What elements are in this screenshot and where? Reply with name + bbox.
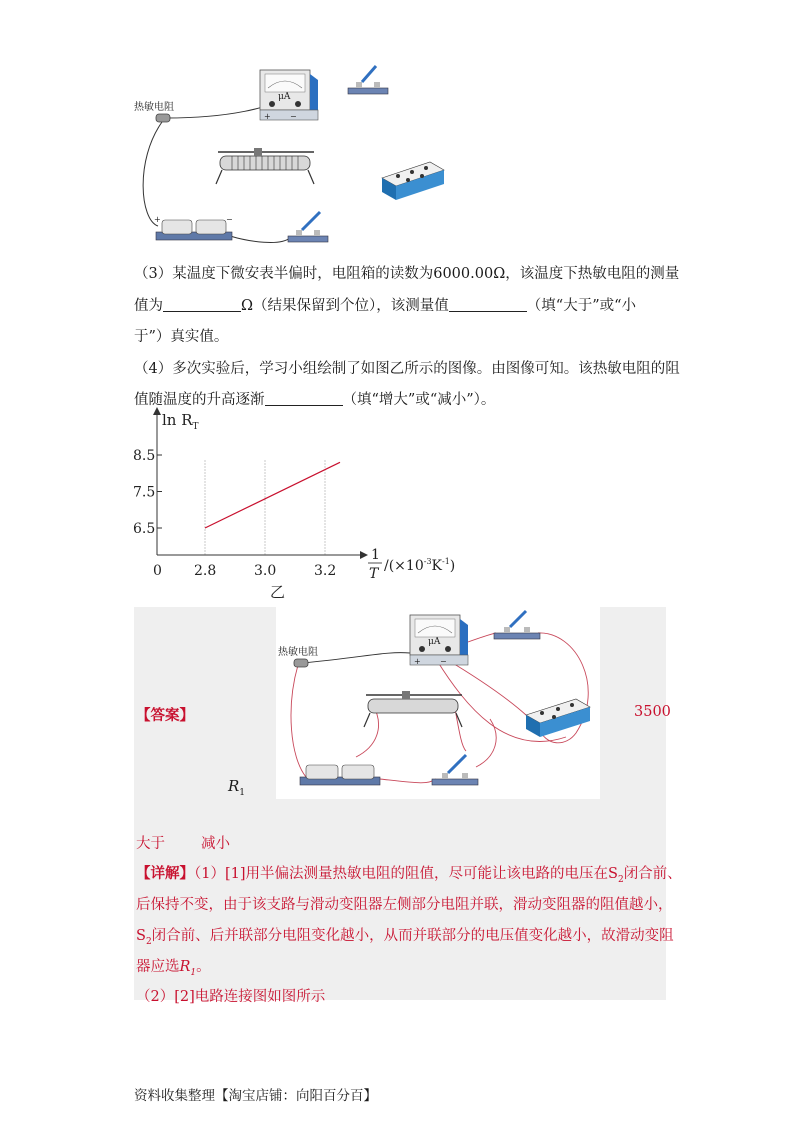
meter-plus-label: + <box>264 112 271 121</box>
x-axis-label-numerator: 1 <box>371 547 380 563</box>
origin-label: 0 <box>153 563 162 579</box>
answer-blank[interactable] <box>163 297 241 312</box>
y-tick-label: 7.5 <box>133 484 156 501</box>
thermistor-icon <box>156 114 170 122</box>
chart-caption: 乙 <box>270 583 286 601</box>
answer-blank[interactable] <box>449 297 527 312</box>
q3-line2: 值为 Ω（结果保留到个位），该测量值 （填“大于”或“小 <box>134 298 637 314</box>
battery-minus-label: − <box>226 215 233 224</box>
answer-value-3500: 3500 <box>634 704 671 720</box>
battery-icon <box>154 215 233 240</box>
detail-line2: 后保持不变，由于该支路与滑动变阻器左侧部分电阻并联，滑动变阻器的阻值越小， <box>136 897 673 913</box>
x-tick-label: 3.2 <box>314 563 337 579</box>
x-tick-label: 2.8 <box>194 563 217 579</box>
detail-line4: 器应选$R_1$。 <box>136 959 211 978</box>
switch-icon <box>288 212 328 242</box>
x-tick-label: 3.0 <box>254 563 277 579</box>
detail-line3: $S_2$闭合前、后并联部分电阻变化越小，从而并联部分的电压值变化越小，故滑动变阻 <box>136 928 674 947</box>
resistance-box-icon <box>382 162 444 200</box>
battery-plus-label: + <box>154 215 161 224</box>
series-line <box>205 462 340 528</box>
meter-unit-label: μA <box>278 92 291 102</box>
thermistor-label: 热敏电阻 <box>134 102 174 113</box>
x-axis-label-denominator: T <box>369 566 379 582</box>
x-axis-label-unit: $/(\times 10^{-3}K^{-1})$ <box>384 557 456 574</box>
detail-line5: （2）[2]电路连接图如图所示 <box>136 989 326 1005</box>
answer-label: 【答案】 <box>136 707 194 724</box>
microammeter-icon <box>260 70 318 121</box>
y-tick-label: 8.5 <box>133 448 156 464</box>
answer-r1-label: $R_1$ <box>228 777 246 798</box>
circuit-figure-top <box>130 60 450 255</box>
meter-plus-label: + <box>414 657 421 666</box>
answer-blank[interactable] <box>265 391 343 406</box>
q3-line1: （3）某温度下微安表半偏时，电阻箱的读数为6000.00Ω，该温度下热敏电阻的测量 <box>134 266 680 282</box>
y-tick-label: 6.5 <box>133 521 156 537</box>
circuit-figure-answer <box>276 607 600 799</box>
switch-icon <box>348 66 388 94</box>
q4-line2: 值随温度的升高逐渐 （填“增大”或“减小”）。 <box>134 392 496 408</box>
q3-line3: 于”）真实值。 <box>134 329 229 345</box>
meter-minus-label: − <box>290 112 297 121</box>
rheostat-icon <box>216 148 314 184</box>
resistance-box-reading: 6000.00Ω <box>433 266 506 282</box>
ln-rt-vs-inverse-t-chart <box>120 405 480 605</box>
y-axis-label: $\ln R_T$ <box>162 411 199 432</box>
answer-line2: 大于 减小 <box>136 836 230 852</box>
thermistor-label: 热敏电阻 <box>278 647 318 658</box>
microammeter-icon <box>410 615 468 666</box>
meter-unit-label: μA <box>428 637 441 647</box>
answer-section <box>134 607 682 1005</box>
thermistor-icon <box>294 659 308 667</box>
page-footer: 资料收集整理【淘宝店铺：向阳百分百】 <box>134 1088 377 1104</box>
q4-line1: （4）多次实验后，学习小组绘制了如图乙所示的图像。由图像可知。该热敏电阻的阻 <box>134 361 680 377</box>
detail-line1: 【详解】（1）[1]用半偏法测量热敏电阻的阻值，尽可能让该电路的电压在$S_2$闭合前、 <box>136 865 682 885</box>
meter-minus-label: − <box>440 657 447 666</box>
